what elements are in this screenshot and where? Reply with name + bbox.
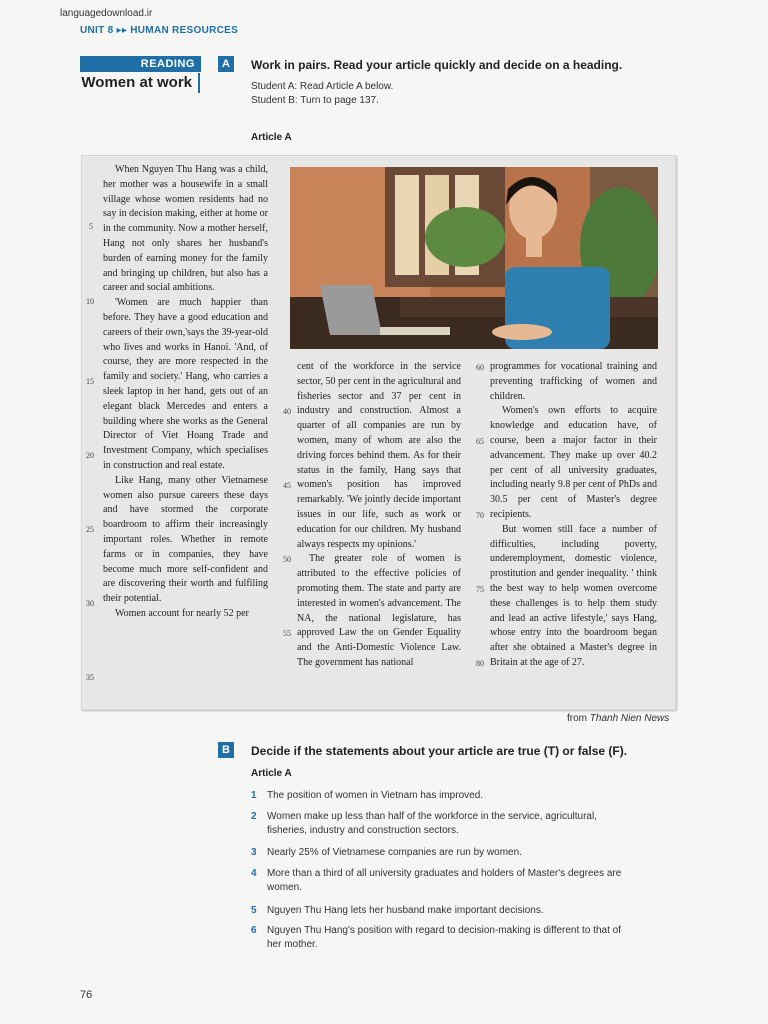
article-paragraph: 'Women are much happier than before. They have a good education and careers of their own,'says the 39-year-old who lives and works in Hanoi. 'And, of course, they are more respected in the family and society.' Hang, who carries a sleek laptop in her hand, gets out of an elegant black Mercedes and enters a building where she works as the General Director of Viet Hoang Trade and Investment Company, which specialises in construction and real estate. bbox=[103, 297, 268, 471]
line-number: 20 bbox=[86, 451, 94, 460]
line-number: 25 bbox=[86, 525, 94, 534]
line-number: 30 bbox=[86, 599, 94, 608]
article-column-1 bbox=[103, 163, 268, 622]
line-number: 65 bbox=[476, 437, 484, 446]
task-b-article-label: Article A bbox=[251, 768, 292, 779]
line-number: 60 bbox=[476, 363, 484, 372]
article-paragraph: Like Hang, many other Vietnamese women also pursue careers these days and have stormed the corporate boardroom to affirm their increasingly important roles. Whether in remote farms or in companies, they have become much more self-confident and are discovering their worth and fulfiling their potential. bbox=[103, 474, 268, 605]
article-paragraph: programmes for vocational training and preventing trafficking of women and children. bbox=[490, 361, 657, 402]
reading-tag: READING bbox=[80, 56, 201, 72]
statement-number: 2 bbox=[251, 811, 257, 822]
task-b-instruction: Decide if the statements about your article are true (T) or false (F). bbox=[251, 744, 628, 758]
line-number: 80 bbox=[476, 659, 484, 668]
article-paragraph: Women account for nearly 52 per bbox=[115, 607, 249, 619]
line-number: 15 bbox=[86, 377, 94, 386]
article-paragraph: But women still face a number of difficulties, including poverty, underemployment, domestic violence, prostitution and gender inequality. ' think the best way to help women overcome these challenges is to help them study and lead an active lifestyle,' says Hang, whose entry into the boardroom began after she obtained a Master's degree in Britain at the age of 27. bbox=[490, 523, 657, 668]
article-paragraph: Women's own efforts to acquire knowledge and education have, of course, been a major factor in their advancement. They make up over 40.2 per cent of all university graduates, including nearly 9.8 per cent of PhDs and 30.5 per cent of Master's degree recipients. bbox=[490, 405, 657, 520]
article-paragraph: When Nguyen Thu Hang was a child, her mother was a housewife in a small village whose women residents had no say in decision making, either at home or in the community. Now a mother herself, Hang not only shares her husband's burden of earning money for the family and bringing up children, but also has a career and social ambitions. bbox=[103, 164, 268, 294]
statement-number: 1 bbox=[251, 790, 257, 801]
article-paragraph: cent of the workforce in the service sector, 50 per cent in the agricultural and fisheries sector and 37 per cent in industry and construction. Almost a quarter of all companies are run by women, many of whom are also the driving forces behind them. As for their status in the family, Hang says that women's position has improved remarkably. 'We jointly decide important issues in our life, such as work or education for our children. My husband always respects my opinions.' bbox=[297, 361, 461, 550]
task-a-instruction: Work in pairs. Read your article quickly and decide on a heading. bbox=[251, 58, 623, 72]
line-number: 75 bbox=[476, 585, 484, 594]
task-b-badge: B bbox=[218, 742, 234, 758]
article-source bbox=[567, 713, 669, 724]
section-title: Women at work bbox=[80, 73, 200, 93]
woman-at-laptop-photo bbox=[290, 167, 658, 349]
statement-text: Nearly 25% of Vietnamese companies are run by women. bbox=[267, 847, 522, 858]
statement-text: The position of women in Vietnam has improved. bbox=[267, 790, 484, 801]
source-name: Thanh Nien News bbox=[589, 713, 670, 724]
article-a-label: Article A bbox=[251, 132, 292, 143]
article-paragraph: The greater role of women is attributed to the effective policies of promoting them. The state and party are interested in women's advancement. The NA, the national legislature, has approved Law the on Gender Equality and the Anti-Domestic Violence Law. The government has national bbox=[297, 553, 461, 668]
student-b-note: Student B: Turn to page 137. bbox=[251, 95, 379, 106]
statement-text: Nguyen Thu Hang's position with regard to decision-making is different to that of her mother. bbox=[267, 925, 621, 950]
line-number: 50 bbox=[283, 555, 291, 564]
article-column-2 bbox=[297, 360, 461, 671]
site-watermark: languagedownload.ir bbox=[60, 8, 153, 19]
article-column-3 bbox=[490, 360, 657, 671]
source-prefix: from bbox=[567, 713, 587, 724]
line-number: 40 bbox=[283, 407, 291, 416]
student-a-note: Student A: Read Article A below. bbox=[251, 81, 394, 92]
line-number: 55 bbox=[283, 629, 291, 638]
line-number: 70 bbox=[476, 511, 484, 520]
line-number: 5 bbox=[89, 222, 93, 231]
statement-number: 6 bbox=[251, 925, 257, 936]
statement-number: 5 bbox=[251, 905, 257, 916]
line-number: 45 bbox=[283, 481, 291, 490]
page-number: 76 bbox=[80, 989, 93, 1001]
statement-number: 4 bbox=[251, 868, 257, 879]
statement-number: 3 bbox=[251, 847, 257, 858]
line-number: 35 bbox=[86, 673, 94, 682]
statement-text: Women make up less than half of the workforce in the service, agricultural, fisheries, industry and construction sectors. bbox=[267, 811, 597, 836]
task-a-badge: A bbox=[218, 56, 234, 72]
line-number: 10 bbox=[86, 297, 94, 306]
unit-header: UNIT 8 ▸▸ HUMAN RESOURCES bbox=[80, 25, 239, 36]
statement-text: Nguyen Thu Hang lets her husband make important decisions. bbox=[267, 905, 544, 916]
statement-text: More than a third of all university graduates and holders of Master's degrees are women. bbox=[267, 868, 622, 893]
